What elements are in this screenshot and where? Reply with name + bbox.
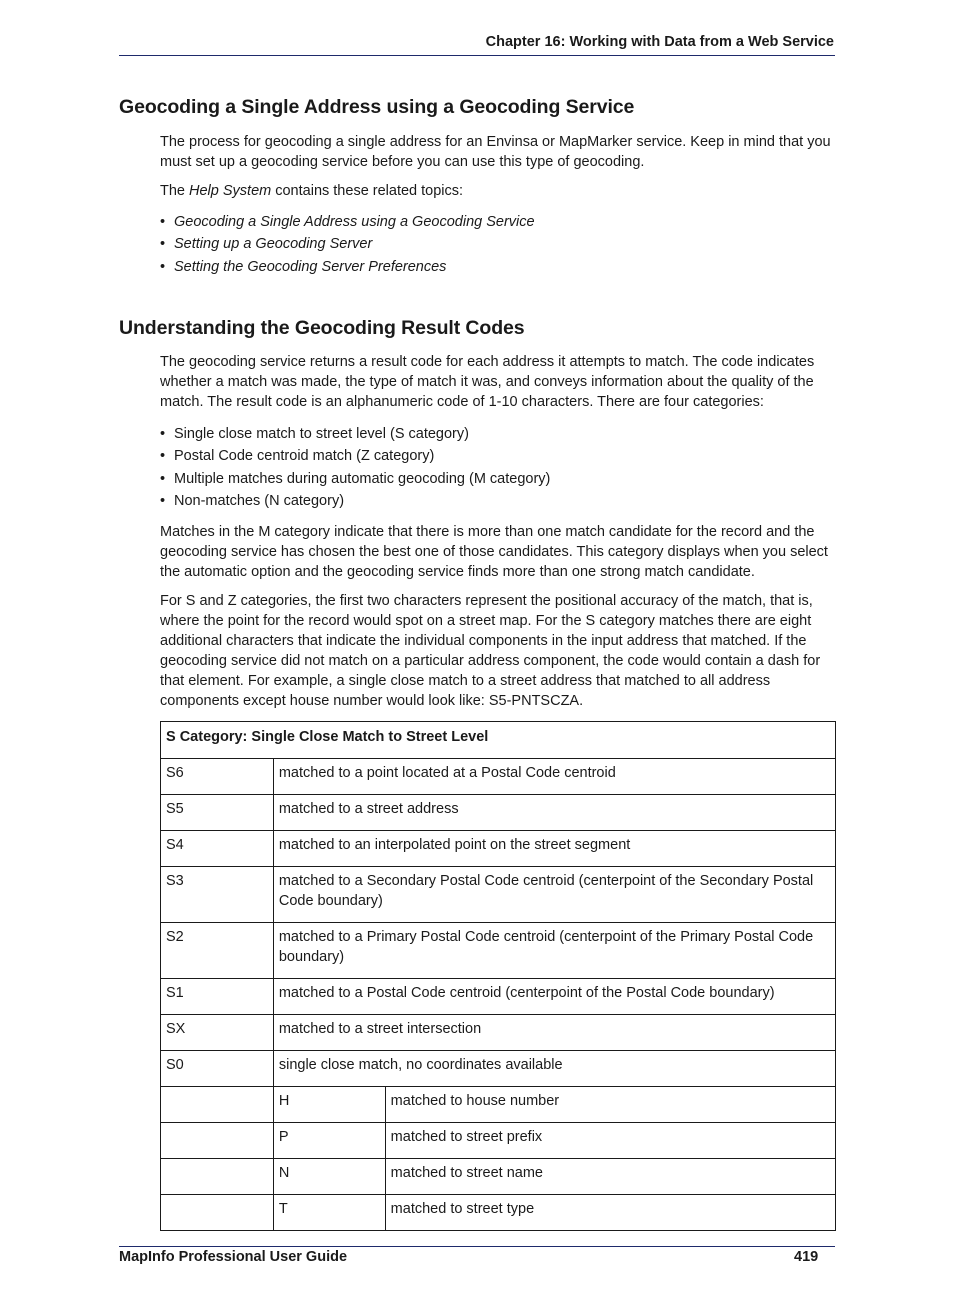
component-letter-cell: N (273, 1159, 385, 1195)
code-cell: S1 (161, 979, 274, 1015)
empty-cell (161, 1123, 274, 1159)
category-label: Postal Code centroid match (Z category) (174, 448, 435, 465)
table-row (161, 1195, 836, 1231)
list-item: • Postal Code centroid match (Z category) (160, 448, 435, 465)
component-letter-cell: P (273, 1123, 385, 1159)
list-item: • Multiple matches during automatic geocoding (M category) (160, 470, 551, 487)
component-letter-cell: H (273, 1087, 385, 1123)
topic-label: Geocoding a Single Address using a Geocoding Service (174, 214, 535, 230)
list-item: • Non-matches (N category) (160, 492, 345, 509)
code-cell: S5 (161, 795, 274, 831)
table-row (161, 1051, 836, 1087)
categories-list (160, 423, 550, 512)
m-category-paragraph: Matches in the M category indicate that there is more than one match candidate for the record and the geocoding service has chosen the best one of those candidates. This category displays when you select the automatic option and the geocoding service finds more than one strong match candidate. (160, 524, 828, 580)
section-heading-result-codes: Understanding the Geocoding Result Codes (119, 317, 525, 339)
table-row (161, 923, 836, 979)
table-row (161, 1159, 836, 1195)
code-cell: S6 (161, 759, 274, 795)
description-cell: matched to an interpolated point on the street segment (273, 831, 835, 867)
list-item: • Setting up a Geocoding Server (160, 236, 373, 253)
help-prefix: The (160, 183, 190, 199)
section1-help-paragraph (160, 181, 836, 201)
section-heading-geocoding-single: Geocoding a Single Address using a Geocoding Service (119, 96, 635, 118)
code-cell: SX (161, 1015, 274, 1051)
table-row (161, 1015, 836, 1051)
description-cell: matched to a street intersection (273, 1015, 835, 1051)
component-description-cell: matched to street prefix (385, 1123, 835, 1159)
table-row (161, 759, 836, 795)
description-cell: matched to a street address (273, 795, 835, 831)
footer-title: MapInfo Professional User Guide (119, 1249, 348, 1265)
code-cell: S0 (161, 1051, 274, 1087)
help-system-italic: Help System (189, 183, 272, 199)
component-letter-cell: T (273, 1195, 385, 1231)
empty-cell (161, 1195, 274, 1231)
empty-cell (161, 1159, 274, 1195)
table-row (161, 831, 836, 867)
running-header: Chapter 16: Working with Data from a Web Service (485, 34, 834, 50)
table-row (161, 795, 836, 831)
section1-intro-paragraph: The process for geocoding a single address for an Envinsa or MapMarker service. Keep in mind that you must set up a geocoding service before you can use this type of geocoding. (160, 134, 831, 170)
s-category-table (160, 721, 836, 1231)
table-row (161, 1123, 836, 1159)
description-cell: matched to a Postal Code centroid (centerpoint of the Postal Code boundary) (273, 979, 835, 1015)
topic-label: Setting the Geocoding Server Preferences (174, 258, 447, 275)
list-item: • Geocoding a Single Address using a Geocoding Service (160, 214, 535, 230)
header-rule (119, 55, 835, 56)
component-description-cell: matched to street name (385, 1159, 835, 1195)
code-cell: S2 (161, 923, 274, 979)
category-label: Single close match to street level (S category) (174, 426, 469, 442)
section2-intro-paragraph: The geocoding service returns a result code for each address it attempts to match. The code indicates whether a match was made, the type of match it was, and conveys information about the quality of the match. The result code is an alphanumeric code of 1-10 characters. There are four categories: (160, 354, 815, 410)
description-cell: single close match, no coordinates available (273, 1051, 835, 1087)
description-cell: matched to a point located at a Postal Code centroid (273, 759, 835, 795)
help-suffix: contains these related topics: (271, 183, 464, 199)
table-row (161, 867, 836, 923)
table-title: S Category: Single Close Match to Street Level (161, 722, 836, 759)
s-z-category-paragraph: For S and Z categories, the first two characters represent the positional accuracy of the match, that is, where the point for the record would spot on a street map. For the S category matches there are eight additional characters that indicate the individual components in the input address that matched. If the geocoding service did not match on a particular address component, the code would contain a dash for that element. For example, a single close match to a street address that matched to all address components except house number would look like: S5-PNTSCZA. (160, 593, 821, 709)
empty-cell (161, 1087, 274, 1123)
code-cell: S4 (161, 831, 274, 867)
description-cell: matched to a Primary Postal Code centroid (centerpoint of the Primary Postal Code boundary) (273, 923, 835, 979)
page-number: 419 (794, 1249, 819, 1265)
component-description-cell: matched to house number (385, 1087, 835, 1123)
table-title-row (161, 722, 836, 759)
category-label: Non-matches (N category) (174, 492, 345, 509)
footer-rule (119, 1246, 835, 1247)
list-item: • Setting the Geocoding Server Preferences (160, 258, 447, 275)
table-row (161, 1087, 836, 1123)
component-description-cell: matched to street type (385, 1195, 835, 1231)
table-row (161, 979, 836, 1015)
description-cell: matched to a Secondary Postal Code centroid (centerpoint of the Secondary Postal Code boundary) (273, 867, 835, 923)
topic-label: Setting up a Geocoding Server (174, 236, 373, 253)
code-cell: S3 (161, 867, 274, 923)
category-label: Multiple matches during automatic geocoding (M category) (174, 470, 551, 487)
related-topics-list (160, 211, 535, 278)
list-item: • Single close match to street level (S category) (160, 426, 469, 442)
